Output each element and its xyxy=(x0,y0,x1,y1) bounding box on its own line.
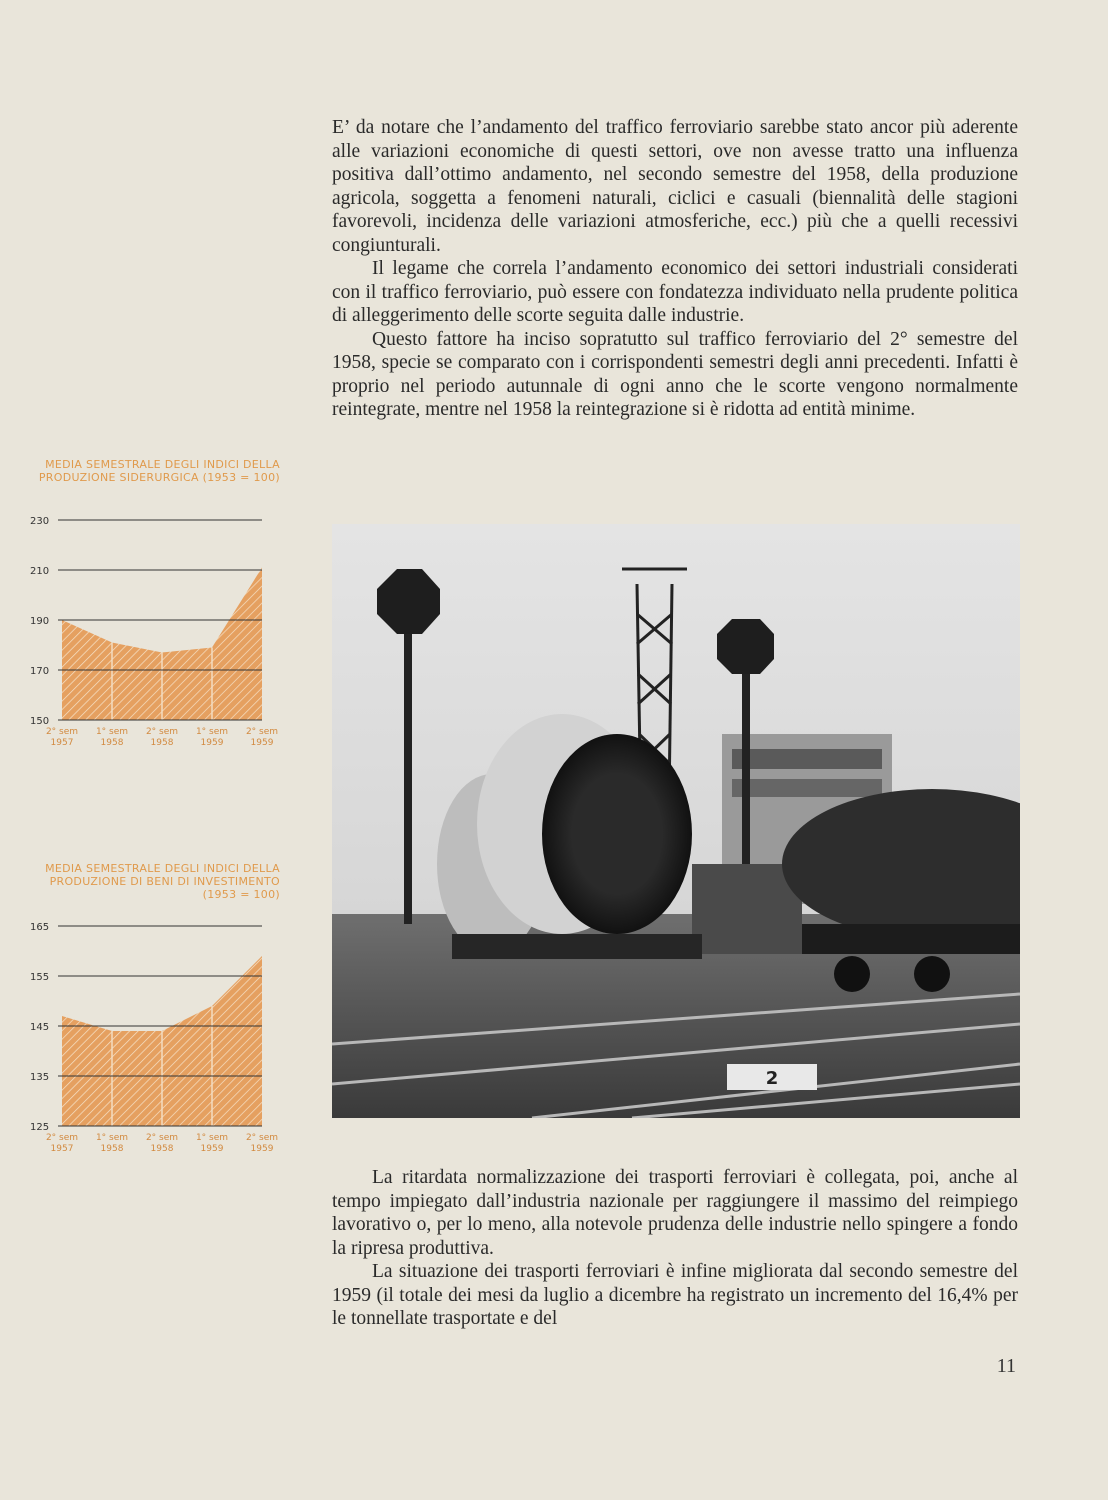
chart-steel-production xyxy=(30,452,290,782)
chart-plot xyxy=(30,918,290,1188)
body-text-bottom xyxy=(332,1166,1018,1331)
x-tick-label: 1° sem xyxy=(195,1133,229,1143)
x-tick-label: 2° sem xyxy=(145,1133,179,1143)
paragraph: La ritardata normalizzazione dei trasporti ferroviari è collegata, poi, anche al tempo impiegato dall’industria nazionale per raggiungere il massimo del reimpiego lavorativo o, per lo meno, alla notevole prudenza delle industrie nello spingere a fondo la ripresa produttiva. xyxy=(332,1167,1018,1259)
paragraph: Il legame che correla l’andamento economico dei settori industriali considerati con il traffico ferroviario, può essere con fondatezza individuato nella prudente politica di alleggerimento delle scorte seguita dalle industrie. xyxy=(332,258,1018,326)
body-text-top xyxy=(332,116,1018,422)
x-tick-label: 1° sem xyxy=(195,727,229,737)
paragraph: E’ da notare che l’andamento del traffico ferroviario sarebbe stato ancor più aderente alle variazioni economiche di questi settori, ove non avesse tratto una influenza positiva dall’ottimo andamento, nel secondo semestre del 1958, della produzione agricola, soggetta a fenomeni naturali, ciclici e casuali (biennalità delle stagioni favorevoli, incidenza delle variazioni atmosferiche, ecc.) più che a quelli recessivi congiunturali. xyxy=(332,117,1018,256)
page-number: 11 xyxy=(996,1355,1016,1377)
y-tick-label: 170 xyxy=(30,666,50,677)
y-tick-label: 190 xyxy=(30,616,50,627)
x-tick-label: 1958 xyxy=(100,1144,124,1154)
x-tick-label: 1958 xyxy=(150,738,174,748)
paragraph: Questo fattore ha inciso sopratutto sul traffico ferroviario del 2° semestre del 1958, specie se comparato con i corrispondenti semestri degli anni precedenti. Infatti è proprio nel periodo autunnale di ogni anno che le scorte vengono normalmente reintegrate, mentre nel 1958 la reintegrazione si è ridotta ad entità minime. xyxy=(332,328,1018,420)
x-tick-label: 2° sem xyxy=(245,1133,279,1143)
y-tick-label: 125 xyxy=(30,1122,50,1133)
chart-investment-goods xyxy=(30,858,290,1188)
chart-plot xyxy=(30,512,290,782)
y-tick-label: 150 xyxy=(30,716,50,727)
x-tick-label: 2° sem xyxy=(45,727,79,737)
x-tick-label: 1958 xyxy=(150,1144,174,1154)
x-tick-label: 2° sem xyxy=(145,727,179,737)
x-tick-label: 1959 xyxy=(200,738,224,748)
x-tick-label: 2° sem xyxy=(45,1133,79,1143)
x-tick-label: 1957 xyxy=(50,1144,74,1154)
y-tick-label: 155 xyxy=(30,972,50,983)
railway-photo xyxy=(332,524,1020,1118)
x-tick-label: 1959 xyxy=(250,738,274,748)
x-tick-label: 1959 xyxy=(250,1144,274,1154)
x-tick-label: 1957 xyxy=(50,738,74,748)
x-tick-label: 1959 xyxy=(200,1144,224,1154)
y-tick-label: 230 xyxy=(30,516,50,527)
y-tick-label: 210 xyxy=(30,566,50,577)
x-tick-label: 2° sem xyxy=(245,727,279,737)
chart-title: MEDIA SEMESTRALE DEGLI INDICI DELLA PRODUZIONE DI BENI DI INVESTIMENTO (1953 = 100) xyxy=(45,862,280,901)
x-tick-label: 1958 xyxy=(100,738,124,748)
photo-plate-number: 2 xyxy=(765,1068,779,1089)
y-tick-label: 145 xyxy=(30,1022,50,1033)
x-tick-label: 1° sem xyxy=(95,1133,129,1143)
x-tick-label: 1° sem xyxy=(95,727,129,737)
paragraph: La situazione dei trasporti ferroviari è infine migliorata dal secondo semestre del 1959 (il totale dei mesi da luglio a dicembre ha registrato un incremento del 16,4% per le tonnellate trasportate e del xyxy=(332,1261,1018,1329)
y-tick-label: 135 xyxy=(30,1072,50,1083)
y-tick-label: 165 xyxy=(30,922,50,933)
chart-title: MEDIA SEMESTRALE DEGLI INDICI DELLA PRODUZIONE SIDERURGICA (1953 = 100) xyxy=(38,458,280,484)
